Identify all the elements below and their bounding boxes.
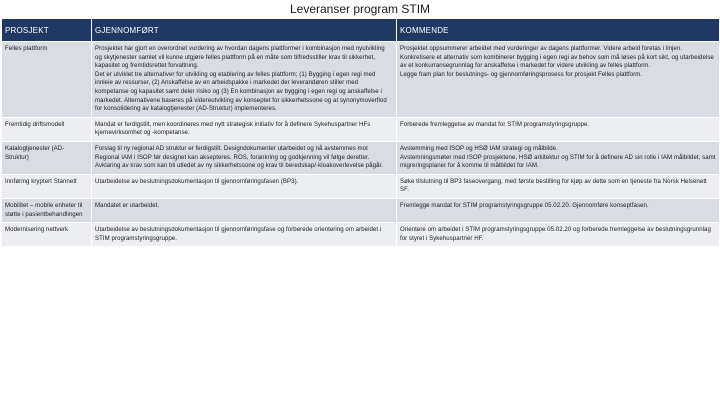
- done-cell: [92, 42, 397, 118]
- project-name: Modernisering nettverk: [5, 226, 69, 234]
- page-title: Leveranser program STIM: [289, 2, 431, 16]
- project-cell: [2, 198, 92, 222]
- next-cell: [397, 174, 720, 198]
- done-text: Prosjektet har gjort en overordnet vurdering av hvordan dagens plattformer i kombinasjon med nyutvikling og skytjenester samlet vil kunne utgjøre felles plattform på en måte som tilfredsstiller krav til sikkerhet, kapasitet og fremtidsrettet forvaltning.: [95, 45, 385, 70]
- done-text: Utarbeidelse av beslutningsdokumentasjon til gjennomføringsfase og forberede orientering om arbeidet i STIM programstyringsgruppe.: [95, 226, 382, 242]
- done-cell: [92, 174, 397, 198]
- next-text: Søke tilslutning til BP3 faseovergang, med første bestilling for kjøp av dette som en tjeneste fra Norsk Helsenett SF.: [400, 177, 707, 194]
- next-cell: [397, 42, 720, 118]
- deliverables-table: [1, 18, 720, 247]
- column-header-done: GJENNOMFØRT: [92, 19, 397, 42]
- next-text: Konkretisere et alternativ som kombinerer bygging i egen regi av behov som må løses på kort sikt, og utarbeidelse av et konkurransegrunnlag for anskaffelse i markedet for videre utvikling av felles plattform.: [400, 53, 714, 70]
- done-cell: [92, 223, 397, 247]
- project-name: Fremtidig driftsmodell: [5, 120, 65, 128]
- next-cell: [397, 141, 720, 174]
- done-text: Forslag til ny regional AD struktur er ferdigstilt. Designdokumenter utarbeidet og nå avstemmes mot Regional IAM i ISOP før designet kan aksepteres. ROS, forankring og godkjenning vil følge deretter. Avklaring av krav som kan bli utledet av ny sikkerhetssone og krav til beredskap/-kloakoverlevelse pågår.: [95, 144, 383, 170]
- project-name: Innføring kryptert Stannett: [5, 177, 77, 185]
- next-text: Orientere om arbeidet i STIM programstyringsgruppe 05.02.20 og forberede fremleggelse av beslutningsgrunnlag for styret i Sykehuspartner HF.: [400, 226, 711, 242]
- done-cell: [92, 117, 397, 141]
- table-row: [2, 223, 720, 247]
- next-text: Avstemming med ISOP og HSØ IAM strategi og målbilde.: [400, 144, 558, 152]
- project-cell: [2, 223, 92, 247]
- done-text: Mandat er ferdigstilt, men koordineres med nytt strategisk initiativ for å definere Sykehuspartner HFs kjernevirksomhet og -kompetanse.: [95, 120, 371, 137]
- next-cell: [397, 223, 720, 247]
- next-cell: [397, 198, 720, 222]
- project-cell: [2, 42, 92, 118]
- next-text: Forberede fremleggelse av mandat for STIM programstyringsgruppe.: [400, 120, 590, 128]
- column-header-next: KOMMENDE: [397, 19, 720, 42]
- project-cell: [2, 174, 92, 198]
- done-cell: [92, 198, 397, 222]
- table-row: [2, 141, 720, 174]
- project-name: Mobilitet – mobile enheter til støtte i pasientbehandlingen: [5, 201, 83, 218]
- done-text: Det er utviklet tre alternativer for utvikling og etablering av felles plattform; (1) Bygging i egen regi med innleie av ressurser, (2) Anskaffelse av en arbeidspakke i markedet der leverandøren stiller med kompetanse og kapasitet samt deler risiko og (3) En kombinasjon av bygging i egen regi og anskaffelse i markedet. Alternativene baseres på videreutvikling av konseptet for sikkerhetssone og at synonymoverflod for konsolidering av katalogtjenester (AD-Struktur) implementeres.: [95, 70, 387, 113]
- table-row: [2, 198, 720, 222]
- next-text: Fremlegge mandat for STIM programstyringsgruppe 05.02.20. Gjennomføre konseptfasen.: [400, 201, 649, 209]
- next-text: Avstemningsmøter med ISOP prosjektene, HSØ arkitektur og STIM for å definere AD sin rolle i IAM målbildet, samt migreringsplaner for å komme til målbildet for IAM.: [400, 153, 716, 170]
- done-text: Mandatet er utarbeidet.: [95, 201, 160, 209]
- table-header-row: [2, 19, 720, 42]
- column-header-project: PROSJEKT: [2, 19, 92, 42]
- project-cell: [2, 141, 92, 174]
- table-row: [2, 117, 720, 141]
- done-text: Utarbeidelse av beslutningsdokumentasjon til gjennomføringsfasen (BP3).: [95, 177, 299, 185]
- table-row: [2, 42, 720, 118]
- next-text: Legge fram plan for beslutnings- og gjennomføringsprosess for prosjekt Felles plattform.: [400, 70, 643, 78]
- project-name: Felles plattform: [5, 45, 48, 52]
- next-cell: [397, 117, 720, 141]
- next-text: Prosjektet oppsummerer arbeidet med vurderinger av dagens plattformer. Videre arbeid foretas i linjen.: [400, 45, 683, 52]
- done-cell: [92, 141, 397, 174]
- project-cell: [2, 117, 92, 141]
- table-row: [2, 174, 720, 198]
- project-name: Katalogtjenester (AD-Struktur): [5, 144, 65, 161]
